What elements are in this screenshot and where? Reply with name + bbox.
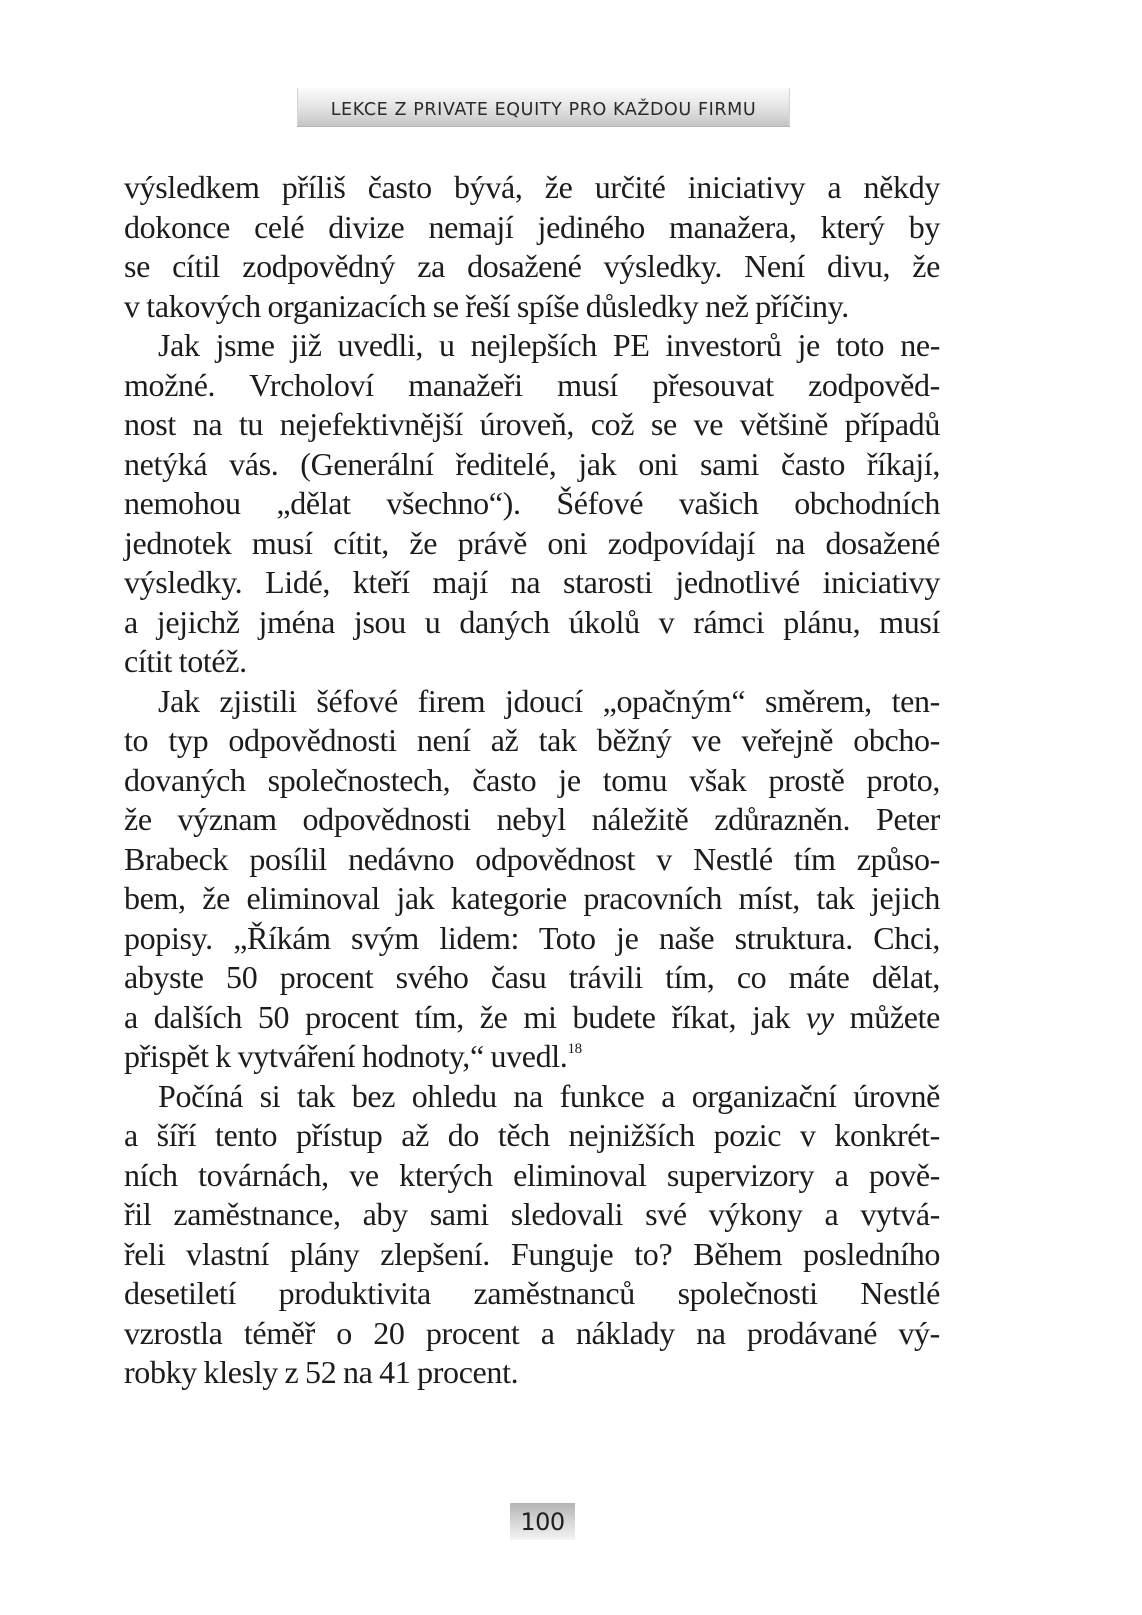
text-line: Počíná si tak bez ohledu na funkce a organizační úrovně	[158, 1077, 940, 1114]
text-line: abyste 50 procent svého času trávili tím, co máte dělat,	[124, 959, 940, 995]
text-line: vzrostla téměř o 20 procent a náklady na prodávané vý-	[124, 1314, 940, 1351]
body-text	[124, 168, 940, 1393]
text-line: Brabeck posílil nedávno odpovědnost v Nestlé tím způso-	[124, 840, 940, 877]
text-line: řil zaměstnance, aby sami sledovali své výkony a vytvá-	[124, 1196, 940, 1232]
paragraph-1	[124, 168, 940, 326]
text-line: desetiletí produktivita zaměstnanců společnosti Nestlé	[124, 1275, 940, 1311]
text-line: výsledky. Lidé, kteří mají na starosti jednotlivé iniciativy	[124, 564, 940, 600]
text-line: výsledkem příliš často bývá, že určité iniciativy a někdy	[124, 169, 940, 205]
text-line: popisy. „Říkám svým lidem: Toto je naše struktura. Chci,	[124, 919, 940, 956]
text-line: a jejichž jména jsou u daných úkolů v rámci plánu, musí	[124, 603, 940, 640]
text-line-with-footnote: přispět k vytváření hodnoty,“ uvedl.$^{18}$	[124, 1038, 582, 1074]
text-line: že význam odpovědnosti nebyl náležitě zdůrazněn. Peter	[124, 801, 940, 837]
italic-emphasis: vy	[806, 998, 834, 1035]
text-line: netýká vás. (Generální ředitelé, jak oni sami často říkají,	[124, 445, 940, 482]
text-line: robky klesly z 52 na 41 procent.	[124, 1354, 519, 1390]
paragraph-4	[124, 1077, 940, 1393]
paragraph-3	[124, 682, 940, 1077]
text-line-with-italic: a dalších 50 procent tím, že mi budete říkat, jak vy můžete	[124, 998, 940, 1035]
text-line: to typ odpovědnosti není až tak běžný ve veřejně obcho-	[124, 722, 940, 758]
text-line: bem, že eliminoval jak kategorie pracovních míst, tak jejich	[124, 880, 940, 916]
text-line: možné. Vrcholoví manažeři musí přesouvat zodpověd-	[124, 366, 940, 403]
running-header-title: LEKCE Z PRIVATE EQUITY PRO KAŽDOU FIRMU	[330, 100, 757, 120]
running-header	[297, 88, 790, 127]
text-line: jednotek musí cítit, že právě oni zodpovídají na dosažené	[124, 524, 940, 561]
text-line: nost na tu nejefektivnější úroveň, což se ve většině případů	[124, 406, 940, 442]
text-line: a šíří tento přístup až do těch nejnižších pozic v konkrét-	[124, 1117, 940, 1153]
text-line: Jak jsme již uvedli, u nejlepších PE investorů je toto ne-	[158, 327, 940, 363]
text-line: dokonce celé divize nemají jediného manažera, který by	[124, 208, 940, 245]
page-number: 100	[520, 1507, 565, 1536]
text-line: řeli vlastní plány zlepšení. Funguje to? Během posledního	[124, 1235, 940, 1272]
text-line: nemohou „dělat všechno“). Šéfové vašich obchodních	[124, 485, 940, 521]
text-line: se cítil zodpovědný za dosažené výsledky. Není divu, že	[124, 248, 940, 284]
text-line: Jak zjistili šéfové firem jdoucí „opačným“ směrem, ten-	[158, 682, 940, 719]
text-line: dovaných společnostech, často je tomu však prostě proto,	[124, 761, 940, 798]
text-line: ních továrnách, ve kterých eliminoval supervizory a pově-	[124, 1156, 940, 1193]
footnote-reference[interactable]: 18	[567, 1041, 582, 1057]
page-number-box	[510, 1503, 575, 1540]
text-line: v takových organizacích se řeší spíše důsledky než příčiny.	[124, 287, 849, 324]
text-line: cítit totéž.	[124, 643, 247, 679]
paragraph-2	[124, 326, 940, 682]
